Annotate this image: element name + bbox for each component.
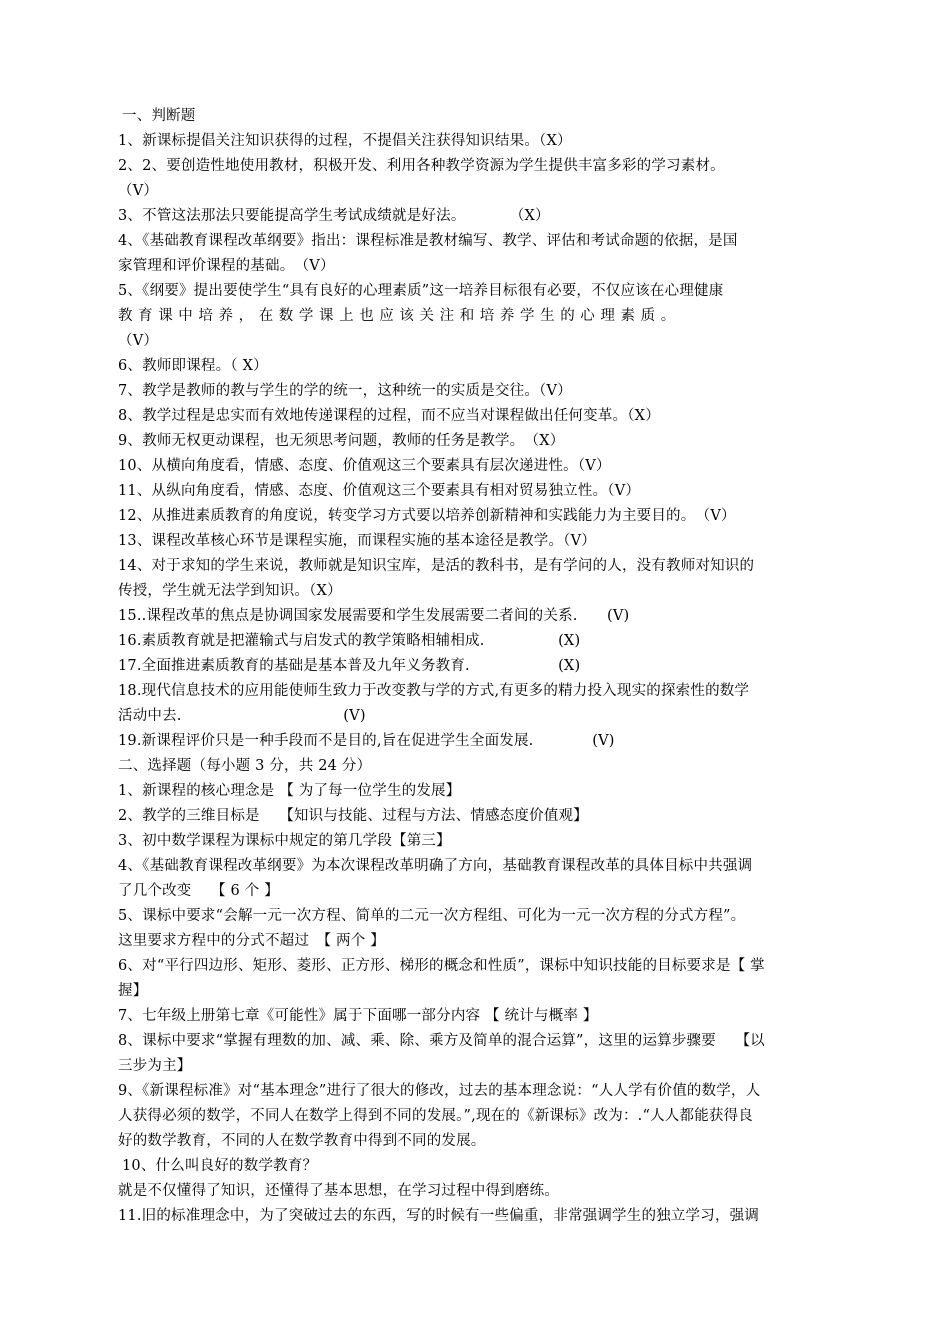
question-11: 11.旧的标准理念中，为了突破过去的东西，写的时候有一些偏重，非常强调学生的独立学习，强调 — [118, 1208, 760, 1224]
choice-question-4: 4、《基础教育课程改革纲要》为本次课程改革明确了方向，基础教育课程改革的具体目标中共强调 — [118, 858, 753, 874]
tf-question-4: 4、《基础教育课程改革纲要》指出：课程标准是教材编写、教学、评估和考试命题的依据，是国 — [118, 233, 738, 249]
tf-question-8: 8、教学过程是忠实而有效地传递课程的过程，而不应当对课程做出任何变革。（X） — [118, 408, 660, 424]
tf-question-13: 13、课程改革核心环节是课程实施，而课程实施的基本途径是教学。（V） — [118, 533, 596, 549]
tf-question-18: 18.现代信息技术的应用能使师生致力于改变教与学的方式,有更多的精力投入现实的探索性的数学 — [118, 683, 750, 699]
choice-question-6-cont: 握】 — [118, 983, 148, 999]
tf-question-4-cont: 家管理和评价课程的基础。 （V） — [118, 258, 335, 274]
tf-question-3: 3、不管这法那法只要能提高学生考试成绩就是好法。 （X） — [118, 208, 550, 224]
tf-question-7: 7、教学是教师的教与学生的学的统一，这种统一的实质是交往。（V） — [118, 383, 572, 399]
choice-question-3: 3、初中数学课程为课标中规定的第几学段【第三】 — [118, 833, 451, 849]
tf-question-9: 9、教师无权更动课程，也无须思考问题，教师的任务是教学。 （X） — [118, 433, 565, 449]
tf-question-18-cont: 活动中去. (V) — [118, 708, 366, 724]
tf-question-2: 2、2、要创造性地使用教材，积极开发、利用各种教学资源为学生提供丰富多彩的学习素材。 — [118, 158, 725, 174]
tf-question-5-cont: 教育课中培养，在数学课上也应该关注和培养学生的心理素质。 — [118, 308, 681, 324]
tf-answer-5: （V） — [118, 333, 159, 349]
section-heading-choice: 二、选择题（每小题 3 分，共 24 分） — [118, 758, 372, 774]
choice-question-9-cont-2: 好的数学教育，不同的人在数学教育中得到不同的发展。 — [118, 1133, 486, 1149]
tf-question-12: 12、从推进素质教育的角度说，转变学习方式要以培养创新精神和实践能力为主要目的。 （V） — [118, 508, 736, 524]
tf-answer-2: （V） — [118, 183, 159, 199]
choice-question-4-cont: 了几个改变 【 6 个 】 — [118, 883, 279, 899]
tf-question-17: 17.全面推进素质教育的基础是基本普及九年义务教育. (X) — [118, 658, 581, 674]
tf-question-19: 19.新课程评价只是一种手段而不是目的,旨在促进学生全面发展. (V) — [118, 733, 615, 749]
choice-question-6: 6、对“平行四边形、矩形、菱形、正方形、梯形的概念和性质”，课标中知识技能的目标要求是【 掌 — [118, 958, 765, 974]
question-10: 10、什么叫良好的数学教育？ — [122, 1158, 318, 1174]
choice-question-9: 9、《新课程标准》对“基本理念”进行了很大的修改，过去的基本理念说：“人人学有价值的数学，人 — [118, 1083, 761, 1099]
choice-question-1: 1、新课程的核心理念是 【 为了每一位学生的发展】 — [118, 783, 461, 799]
tf-question-14-cont: 传授，学生就无法学到知识。（X） — [118, 583, 342, 599]
choice-question-8-cont: 三步为主】 — [118, 1058, 192, 1074]
tf-question-16: 16.素质教育就是把灌输式与启发式的教学策略相辅相成. (X) — [118, 633, 581, 649]
choice-question-5: 5、课标中要求“会解一元一次方程、简单的二元一次方程组、可化为一元一次方程的分式方程”。 — [118, 908, 746, 924]
choice-question-9-cont: 人获得必须的数学，不同人在数学上得到不同的发展。”,现在的《新课标》改为：.“人人都能获得良 — [118, 1108, 753, 1124]
choice-question-2: 2、教学的三维目标是 【知识与技能、过程与方法、情感态度价值观】 — [118, 808, 588, 824]
tf-question-11: 11、从纵向角度看，情感、态度、价值观这三个要素具有相对贸易独立性。（V） — [118, 483, 641, 499]
tf-question-15: 15..课程改革的焦点是协调国家发展需要和学生发展需要二者间的关系. (V) — [118, 608, 630, 624]
choice-question-5-cont: 这里要求方程中的分式不超过 【 两个 】 — [118, 933, 385, 949]
choice-question-8: 8、课标中要求“掌握有理数的加、减、乘、除、乘方及简单的混合运算”，这里的运算步骤要 【以 — [118, 1033, 765, 1049]
tf-question-5: 5、《纲要》提出要使学生“具有良好的心理素质”这一培养目标很有必要，不仅应该在心理健康 — [118, 283, 724, 299]
choice-question-7: 7、七年级上册第七章《可能性》属于下面哪一部分内容 【 统计与概率 】 — [118, 1008, 598, 1024]
answer-10: 就是不仅懂得了知识，还懂得了基本思想，在学习过程中得到磨练。 — [118, 1183, 559, 1199]
tf-question-6: 6、教师即课程。（ X） — [118, 358, 268, 374]
tf-question-1: 1、新课标提倡关注知识获得的过程，不提倡关注获得知识结果。（X） — [118, 133, 572, 149]
tf-question-10: 10、从横向角度看，情感、态度、价值观这三个要素具有层次递进性。（V） — [118, 458, 611, 474]
tf-question-14: 14、对于求知的学生来说，教师就是知识宝库，是活的教科书，是有学问的人，没有教师对知识的 — [118, 558, 755, 574]
section-heading-true-false: 一、判断题 — [122, 108, 196, 124]
